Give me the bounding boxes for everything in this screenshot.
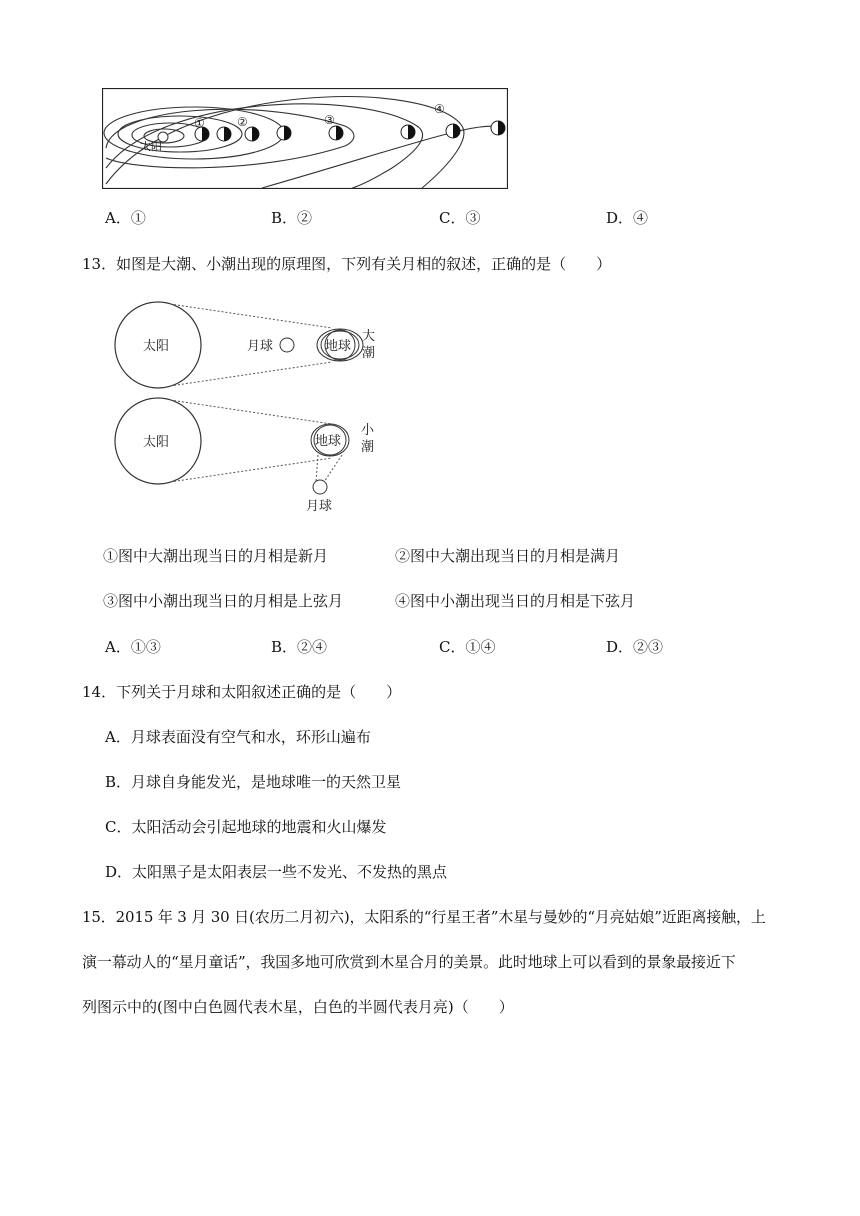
option-letter: D． (105, 863, 133, 881)
q12-option-d[interactable] (606, 207, 648, 228)
q13-option-a[interactable] (105, 636, 161, 657)
option-letter: C． (439, 638, 466, 656)
q12-option-b[interactable] (271, 207, 312, 228)
option-letter: C． (105, 818, 132, 836)
neap-tide-label-1: 小 (361, 423, 375, 438)
moon-label-top: 月球 (247, 339, 274, 354)
orbit-diagram (102, 88, 508, 189)
option-text: ④ (633, 209, 649, 227)
q15-line-1: 15．2015 年 3 月 30 日(农历二月初六)，太阳系的“行星王者”木星与曼妙的“月亮姑娘”近距离接触，上 (82, 908, 766, 926)
option-text: ②④ (297, 638, 328, 656)
marker-3: ③ (324, 113, 335, 127)
option-letter: A． (105, 638, 131, 656)
moon-phase-icon (491, 121, 505, 135)
q13-statement-2: ②图中大潮出现当日的月相是满月 (395, 547, 621, 565)
marker-4: ④ (434, 102, 445, 116)
q13-option-b[interactable] (271, 636, 327, 657)
moon-phase-icon (401, 125, 415, 139)
q14-option-b[interactable] (105, 771, 401, 792)
q14-stem: 14．下列关于月球和太阳叙述正确的是（ ） (82, 683, 402, 701)
option-text: ③ (465, 209, 481, 227)
option-letter: A． (105, 209, 131, 227)
sun-label-bottom: 太阳 (143, 435, 170, 450)
option-text: ①③ (130, 638, 161, 656)
q13-option-c[interactable] (439, 636, 496, 657)
option-letter: B． (271, 209, 298, 227)
option-letter: D． (606, 638, 634, 656)
moon-phase-icon (277, 126, 291, 140)
spring-tide-label-1: 大 (362, 329, 376, 344)
option-text: ②③ (633, 638, 664, 656)
q13-stem: 13．如图是大潮、小潮出现的原理图，下列有关月相的叙述，正确的是（ ） (82, 255, 612, 273)
marker-1: ① (194, 116, 205, 130)
q13-statement-3: ③图中小潮出现当日的月相是上弦月 (103, 592, 344, 610)
option-letter: B． (105, 773, 132, 791)
option-text: 太阳黑子是太阳表层一些不发光、不发热的黑点 (132, 863, 448, 881)
q14-option-c[interactable] (105, 816, 387, 837)
option-letter: C． (439, 209, 466, 227)
q14-option-d[interactable] (105, 861, 447, 882)
moon-phase-icon (329, 126, 343, 140)
moon-phase-icon (446, 124, 460, 138)
option-text: ①④ (465, 638, 496, 656)
q14-option-a[interactable] (105, 726, 371, 747)
option-text: 月球表面没有空气和水，环形山遍布 (130, 728, 371, 746)
q13-statement-4: ④图中小潮出现当日的月相是下弦月 (395, 592, 636, 610)
moon-phase-icon (245, 127, 259, 141)
sun-label: 太阳 (140, 140, 162, 153)
tide-diagram (110, 300, 390, 518)
q12-option-c[interactable] (439, 207, 481, 228)
neap-tide-label-2: 潮 (361, 440, 375, 455)
q15-line-2: 演一幕动人的“星月童话”，我国多地可欣赏到木星合月的美景。此时地球上可以看到的景象最接近下 (82, 953, 736, 971)
q15-line-3: 列图示中的(图中白色圆代表木星，白色的半圆代表月亮)（ ） (82, 998, 514, 1016)
option-text: ① (130, 209, 146, 227)
marker-2: ② (237, 115, 248, 129)
moon-phase-icon (217, 127, 231, 141)
option-text: ② (297, 209, 313, 227)
sun-label-top: 太阳 (143, 339, 170, 354)
earth-label-top: 地球 (325, 339, 352, 354)
moon-label-bottom: 月球 (306, 499, 333, 514)
option-letter: A． (105, 728, 131, 746)
q12-option-a[interactable] (105, 207, 146, 228)
option-letter: D． (606, 209, 634, 227)
earth-label-bottom: 地球 (315, 434, 342, 449)
option-text: 太阳活动会引起地球的地震和火山爆发 (131, 818, 387, 836)
option-text: 月球自身能发光，是地球唯一的天然卫星 (131, 773, 402, 791)
q13-option-d[interactable] (606, 636, 663, 657)
q13-statement-1: ①图中大潮出现当日的月相是新月 (103, 547, 329, 565)
spring-tide-label-2: 潮 (362, 346, 376, 361)
option-letter: B． (271, 638, 298, 656)
